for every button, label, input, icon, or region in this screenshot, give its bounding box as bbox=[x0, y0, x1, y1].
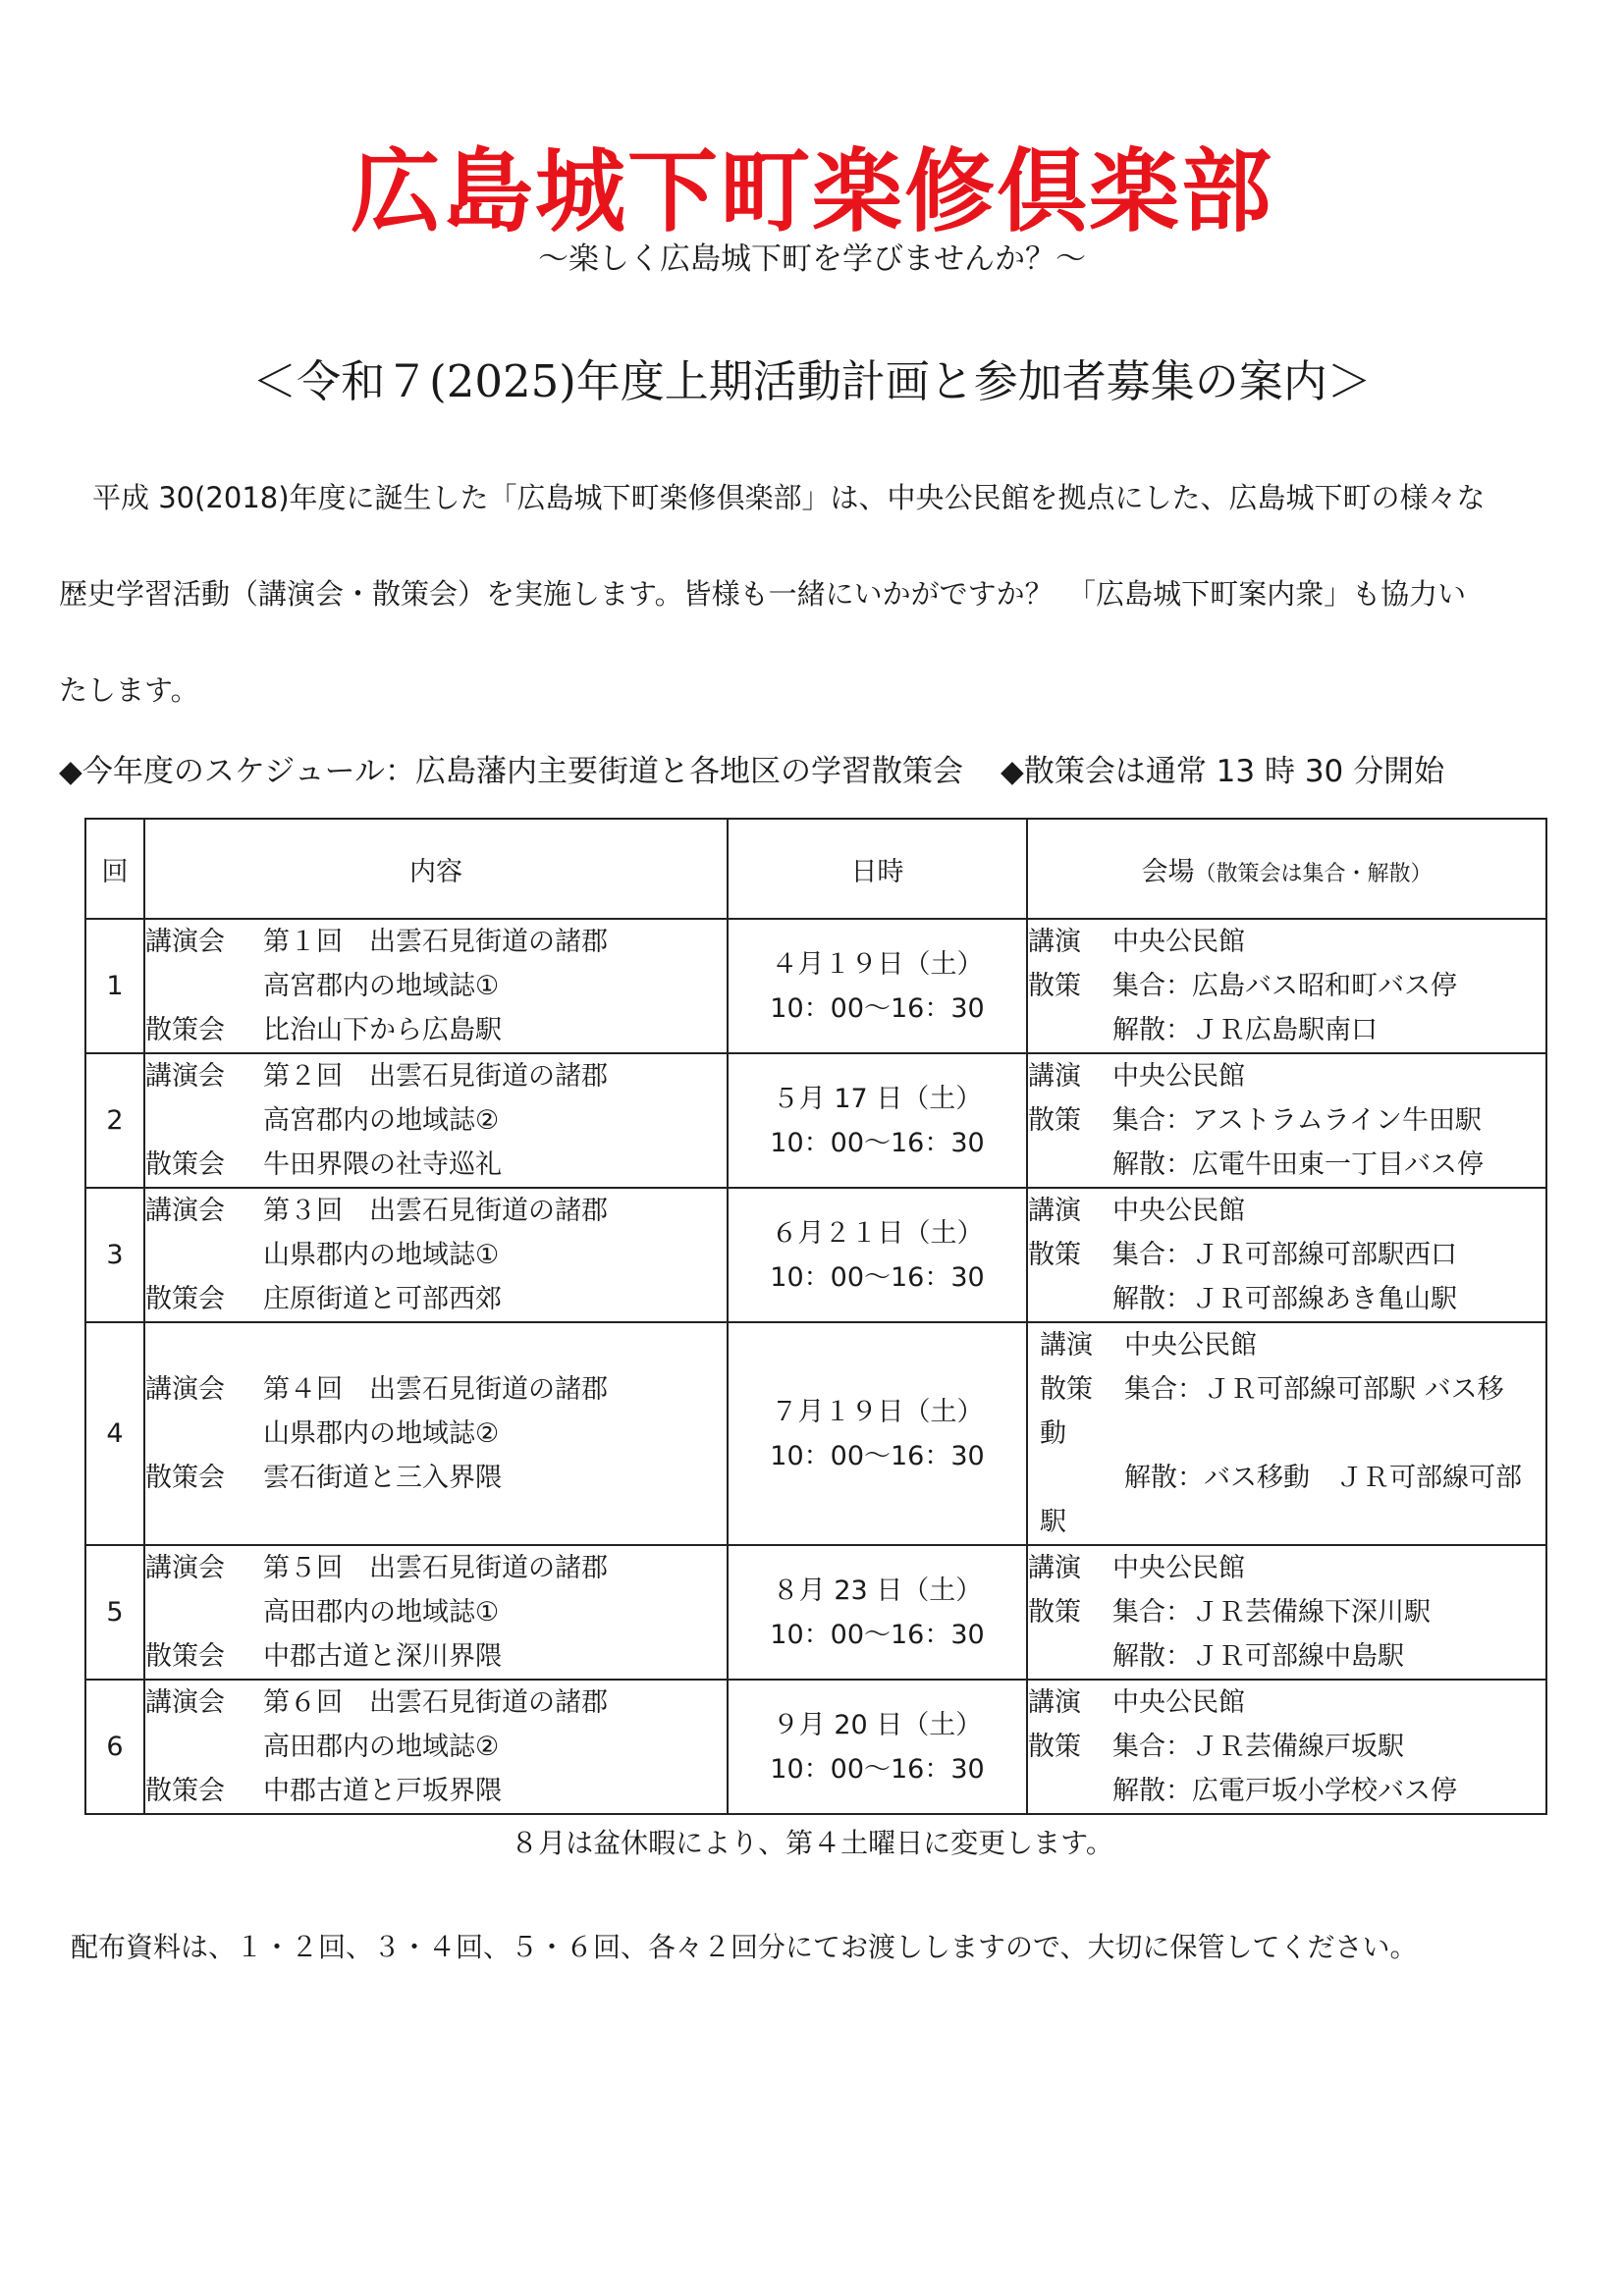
row-content: 講演会 第３回 出雲石見街道の諸郡 山県郡内の地域誌① 散策会 庄原街道と可部西郊 bbox=[144, 1188, 728, 1322]
page-title: 広島城下町楽修倶楽部 bbox=[350, 139, 1273, 244]
table-row bbox=[85, 1545, 1546, 1680]
intro-paragraph bbox=[59, 450, 1551, 738]
schedule-table bbox=[84, 818, 1547, 1815]
row-num: 5 bbox=[85, 1545, 144, 1680]
intro-line: たします。 bbox=[59, 673, 199, 707]
row-venue: 講演 中央公民館 散策 集合：ＪＲ芸備線下深川駅 解散：ＪＲ可部線中島駅 bbox=[1027, 1545, 1546, 1680]
row-date: ６月２１日（土） 10：00～16：30 bbox=[728, 1188, 1027, 1322]
page-subtitle: ～楽しく広島城下町を学びませんか？～ bbox=[538, 241, 1086, 277]
row-num: 4 bbox=[85, 1322, 144, 1545]
row-venue: 講演 中央公民館 散策 集合：広島バス昭和町バス停 解散：ＪＲ広島駅南口 bbox=[1027, 919, 1546, 1053]
row-venue: 講演 中央公民館 散策 集合：アストラムライン牛田駅 解散：広電牛田東一丁目バス停 bbox=[1027, 1053, 1546, 1188]
table-row bbox=[85, 1322, 1546, 1545]
table-row bbox=[85, 1680, 1546, 1814]
row-content: 講演会 第４回 出雲石見街道の諸郡 山県郡内の地域誌② 散策会 雲石街道と三入界隈 bbox=[144, 1322, 728, 1545]
row-content: 講演会 第６回 出雲石見街道の諸郡 高田郡内の地域誌② 散策会 中郡古道と戸坂界隈 bbox=[144, 1680, 728, 1814]
header-num: 回 bbox=[85, 819, 144, 919]
row-date: ７月１９日（土） 10：00～16：30 bbox=[728, 1322, 1027, 1545]
table-row bbox=[85, 919, 1546, 1053]
handout-note: 配布資料は、１・２回、３・４回、５・６回、各々２回分にてお渡ししますので、大切に保管してください。 bbox=[71, 1931, 1418, 1963]
row-date: ４月１９日（土） 10：00～16：30 bbox=[728, 919, 1027, 1053]
table-row bbox=[85, 1053, 1546, 1188]
row-content: 講演会 第５回 出雲石見街道の諸郡 高田郡内の地域誌① 散策会 中郡古道と深川界隈 bbox=[144, 1545, 728, 1680]
header-date: 日時 bbox=[728, 819, 1027, 919]
table-header-row bbox=[85, 819, 1546, 919]
row-venue: 講演 中央公民館 散策 集合：ＪＲ芸備線戸坂駅 解散：広電戸坂小学校バス停 bbox=[1027, 1680, 1546, 1814]
row-venue: 講演 中央公民館 散策 集合：ＪＲ可部線可部駅西口 解散：ＪＲ可部線あき亀山駅 bbox=[1027, 1188, 1546, 1322]
schedule-change-note: ８月は盆休暇により、第４土曜日に変更します。 bbox=[511, 1827, 1113, 1859]
row-num: 1 bbox=[85, 919, 144, 1053]
intro-line: 平成 30(2018)年度に誕生した「広島城下町楽修倶楽部」は、中央公民館を拠点にした、広島城下町の様々な bbox=[92, 481, 1486, 514]
schedule-note-right: ◆散策会は通常 13 時 30 分開始 bbox=[1000, 754, 1445, 789]
intro-line: 歴史学習活動（講演会・散策会）を実施します。皆様も一緒にいかがですか？ 「広島城下町案内衆」も協力い bbox=[59, 577, 1467, 611]
header-content: 内容 bbox=[144, 819, 728, 919]
row-date: ９月 20 日（土） 10：00～16：30 bbox=[728, 1680, 1027, 1814]
row-venue: 講演 中央公民館 散策 集合：ＪＲ可部線可部駅 バス移 動 解散：バス移動 ＪＲ可部線可部 駅 bbox=[1027, 1322, 1546, 1545]
schedule-note-left: ◆今年度のスケジュール：広島藩内主要街道と各地区の学習散策会 bbox=[59, 754, 963, 789]
row-num: 3 bbox=[85, 1188, 144, 1322]
row-num: 2 bbox=[85, 1053, 144, 1188]
row-content: 講演会 第１回 出雲石見街道の諸郡 高宮郡内の地域誌① 散策会 比治山下から広島駅 bbox=[144, 919, 728, 1053]
row-content: 講演会 第２回 出雲石見街道の諸郡 高宮郡内の地域誌② 散策会 牛田界隈の社寺巡礼 bbox=[144, 1053, 728, 1188]
header-venue: 会場（散策会は集合・解散） bbox=[1027, 819, 1546, 919]
row-num: 6 bbox=[85, 1680, 144, 1814]
row-date: ８月 23 日（土） 10：00～16：30 bbox=[728, 1545, 1027, 1680]
table-row bbox=[85, 1188, 1546, 1322]
row-date: ５月 17 日（土） 10：00～16：30 bbox=[728, 1053, 1027, 1188]
section-heading: ＜令和７(2025)年度上期活動計画と参加者募集の案内＞ bbox=[252, 355, 1372, 407]
schedule-note bbox=[59, 746, 1444, 790]
